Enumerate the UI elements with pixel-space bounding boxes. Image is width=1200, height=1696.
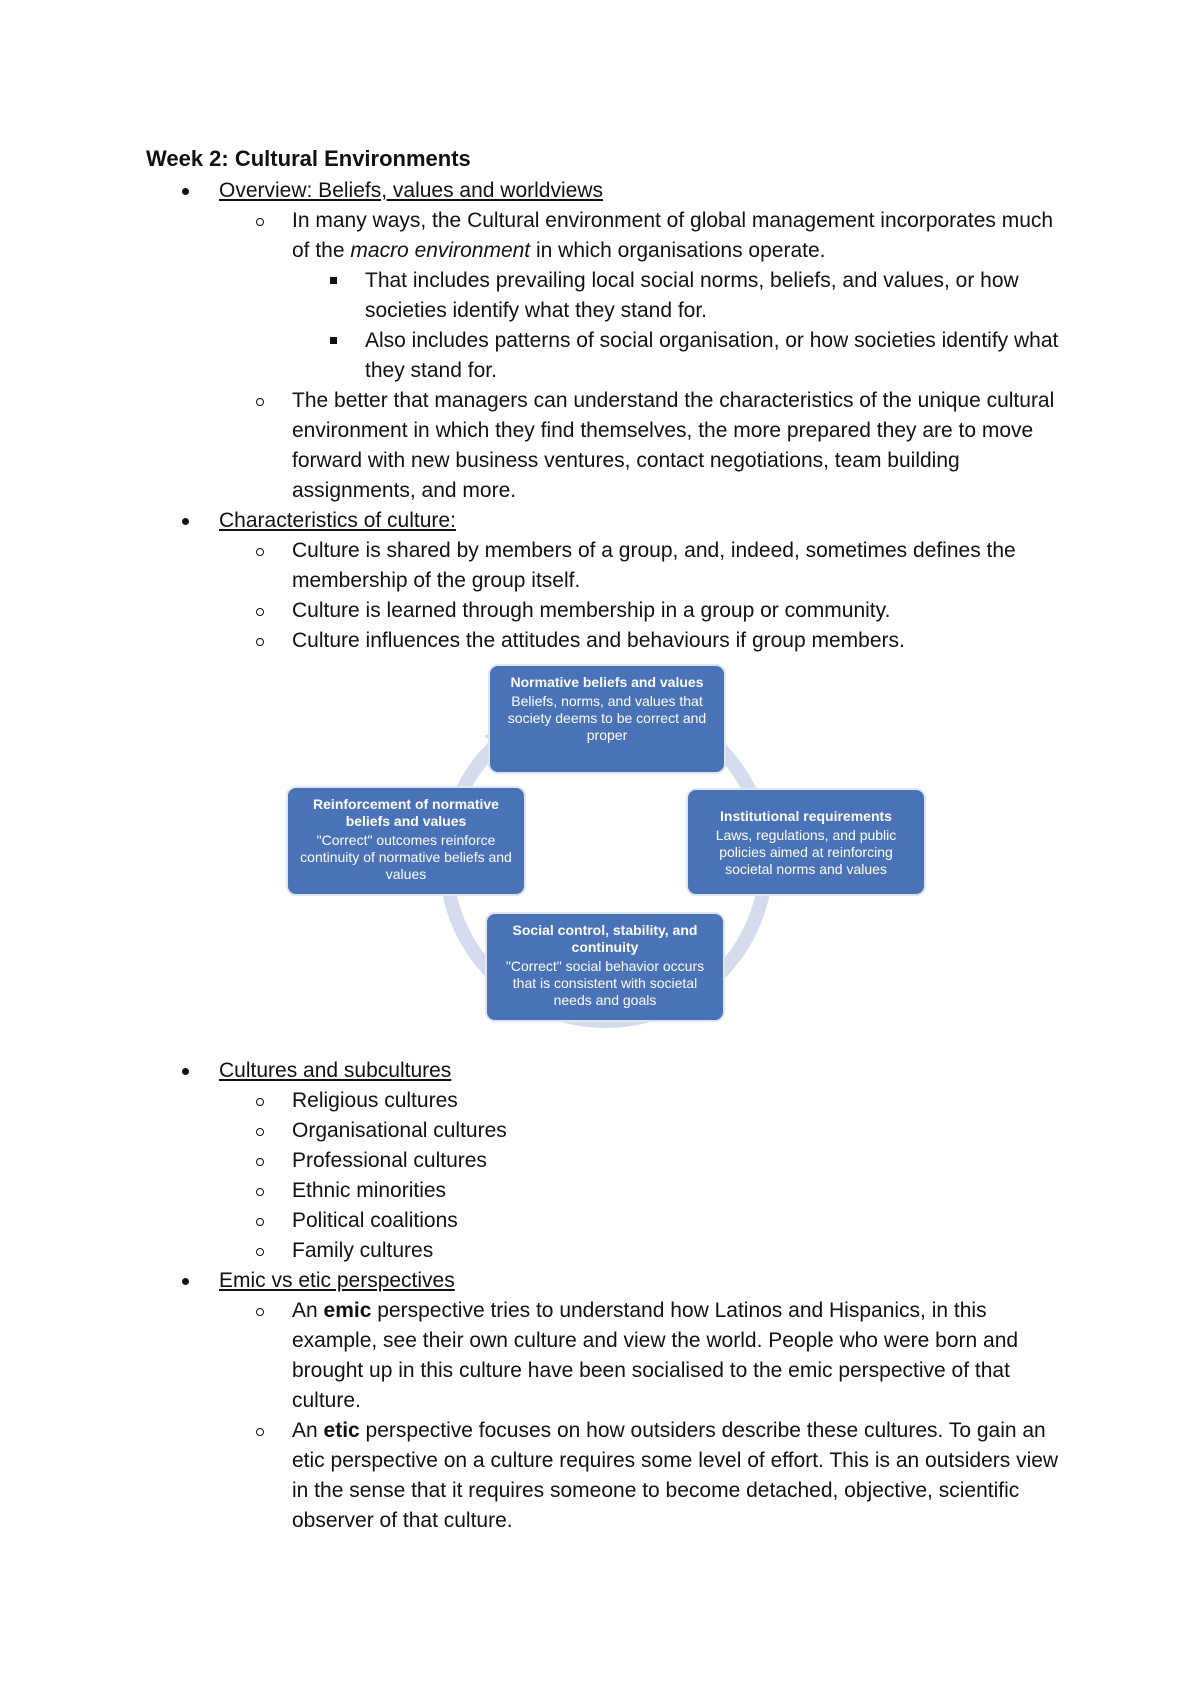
overview-paragraph-1-italic: macro environment: [350, 239, 531, 262]
overview-sub-1: That includes prevailing local social norms, beliefs, and values, or how societies identify what they stand for.: [365, 269, 1019, 322]
bullet-subcultures: [146, 1056, 1076, 1086]
bullet-characteristics: [146, 506, 1076, 536]
list-item: [146, 1146, 1076, 1176]
cycle-diagram-canvas: [286, 656, 966, 1056]
emic-word: emic: [323, 1299, 372, 1322]
diagram-box-top: [488, 664, 726, 774]
square-bullet-icon: [330, 277, 337, 284]
overview-paragraph-1b: in which organisations operate.: [530, 239, 826, 262]
diagram-box-left: [286, 786, 526, 896]
etic-pre: An: [292, 1419, 324, 1442]
subculture-item: Family cultures: [292, 1239, 434, 1262]
diagram-box-right: [686, 788, 926, 896]
section-heading-emic-etic: Emic vs etic perspectives: [219, 1269, 455, 1292]
list-item: [146, 1176, 1076, 1206]
list-item: [146, 596, 1076, 626]
subculture-item: Political coalitions: [292, 1209, 458, 1232]
list-item: [146, 536, 1076, 596]
diagram-box-text: "Correct" social behavior occurs that is consistent with societal needs and goals: [505, 958, 705, 1008]
hollow-bullet-icon: [256, 638, 264, 646]
hollow-bullet-icon: [256, 1188, 264, 1196]
page-title: Week 2: Cultural Environments: [146, 146, 471, 171]
culture-cycle-diagram: [146, 656, 1076, 1056]
list-item: [146, 386, 1076, 506]
subculture-item: Organisational cultures: [292, 1119, 507, 1142]
subculture-item: Ethnic minorities: [292, 1179, 447, 1202]
bullet-dot-icon: [182, 1068, 189, 1075]
emic-post: perspective tries to understand how Latinos and Hispanics, in this example, see their own culture and view the world. People who were born and brought up in this culture have been socialised to the emic perspective of that culture.: [292, 1299, 1019, 1412]
overview-sub-2: Also includes patterns of social organisation, or how societies identify what they stand for.: [365, 329, 1059, 382]
diagram-box-text: Beliefs, norms, and values that society deems to be correct and proper: [507, 693, 707, 743]
overview-paragraph-2: The better that managers can understand the characteristics of the unique cultural environment in which they find themselves, the more prepared they are to move forward with new business ventures, contact negotiations, team building assignments, and more.: [292, 389, 1055, 502]
characteristic-item-2: Culture is learned through membership in a group or community.: [292, 599, 891, 622]
square-bullet-icon: [330, 337, 337, 344]
bullet-dot-icon: [182, 1278, 189, 1285]
subculture-item: Religious cultures: [292, 1089, 458, 1112]
etic-word: etic: [323, 1419, 360, 1442]
hollow-bullet-icon: [256, 548, 264, 556]
list-item: [146, 1206, 1076, 1236]
bullet-dot-icon: [182, 188, 189, 195]
diagram-box-heading: Reinforcement of normative beliefs and values: [313, 796, 499, 829]
bullet-overview: [146, 176, 1076, 206]
diagram-box-heading: Institutional requirements: [720, 808, 892, 824]
overview-paragraph-1a: In many ways, the Cultural environment of global management incorporates much of the: [292, 209, 1054, 262]
document-body: [146, 176, 1076, 1536]
hollow-bullet-icon: [256, 1158, 264, 1166]
etic-post: perspective focuses on how outsiders describe these cultures. To gain an etic perspective on a culture requires some level of effort. This is an outsiders view in the sense that it requires someone to become detached, objective, scientific observer of that culture.: [292, 1419, 1059, 1532]
characteristic-item-3: Culture influences the attitudes and behaviours if group members.: [292, 629, 905, 652]
emic-pre: An: [292, 1299, 324, 1322]
hollow-bullet-icon: [256, 1428, 264, 1436]
diagram-box-text: "Correct" outcomes reinforce continuity of normative beliefs and values: [300, 832, 512, 882]
list-item: [146, 626, 1076, 656]
hollow-bullet-icon: [256, 1248, 264, 1256]
list-item: [146, 326, 1076, 386]
diagram-box-heading: Normative beliefs and values: [510, 674, 704, 690]
diagram-box-text: Laws, regulations, and public policies aimed at reinforcing societal norms and values: [715, 827, 897, 877]
list-item: [146, 266, 1076, 326]
section-heading-characteristics: Characteristics of culture:: [219, 509, 456, 532]
list-item: [146, 206, 1076, 266]
list-item: [146, 1116, 1076, 1146]
section-heading-overview: Overview: Beliefs, values and worldviews: [219, 179, 603, 202]
hollow-bullet-icon: [256, 1218, 264, 1226]
hollow-bullet-icon: [256, 218, 264, 226]
bullet-emic-etic: [146, 1266, 1076, 1296]
list-item: [146, 1086, 1076, 1116]
diagram-box-heading: Social control, stability, and continuity: [512, 922, 698, 955]
list-item: [146, 1296, 1076, 1416]
section-heading-subcultures: Cultures and subcultures: [219, 1059, 452, 1082]
hollow-bullet-icon: [256, 398, 264, 406]
list-item: [146, 1416, 1076, 1536]
subculture-item: Professional cultures: [292, 1149, 487, 1172]
characteristic-item-1: Culture is shared by members of a group, and, indeed, sometimes defines the membership of the group itself.: [292, 539, 1016, 592]
list-item: [146, 1236, 1076, 1266]
bullet-dot-icon: [182, 518, 189, 525]
hollow-bullet-icon: [256, 608, 264, 616]
diagram-box-bottom: [485, 912, 725, 1022]
hollow-bullet-icon: [256, 1128, 264, 1136]
hollow-bullet-icon: [256, 1308, 264, 1316]
hollow-bullet-icon: [256, 1098, 264, 1106]
